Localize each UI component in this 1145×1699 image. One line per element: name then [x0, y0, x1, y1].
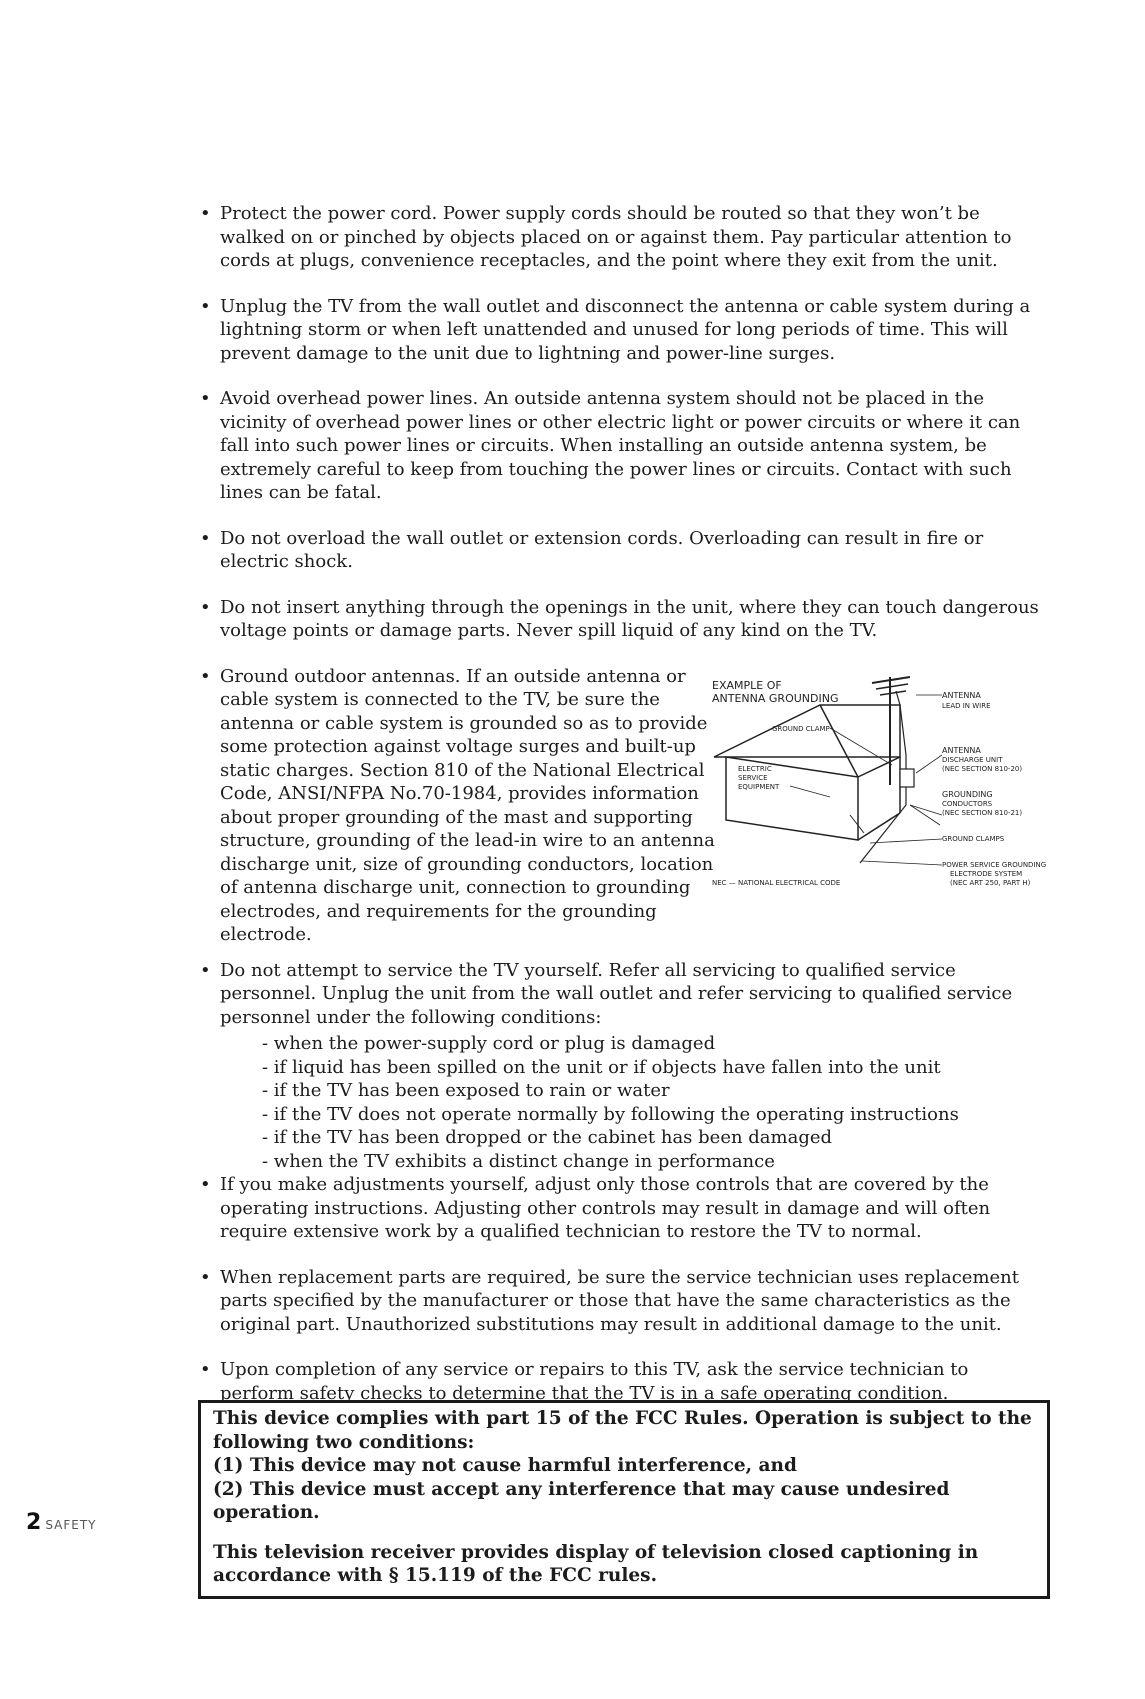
diagram-title-2: ANTENNA GROUNDING — [712, 691, 839, 705]
fcc-notice-box — [198, 1400, 1050, 1599]
page-footer — [26, 1510, 97, 1535]
fcc-condition-2: (2) This device must accept any interference that may cause undesired operation. — [213, 1478, 950, 1523]
label-discharge-nec: (NEC SECTION 810-20) — [942, 764, 1023, 773]
label-ground-clamps: GROUND CLAMPS — [942, 834, 1005, 843]
label-equipment: EQUIPMENT — [738, 782, 780, 791]
label-electrode-system: ELECTRODE SYSTEM — [950, 869, 1023, 878]
grounding-section — [200, 665, 1047, 945]
bullet-unplug: • Unplug the TV from the wall outlet and disconnect the antenna or cable system during a lightning storm or when left unattended and unused for long periods of time. This will prevent damage to the unit due to lightning and power-line surges. — [200, 295, 1045, 366]
condition-item: - if the TV has been exposed to rain or water — [262, 1080, 670, 1101]
fcc-captioning: This television receiver provides display of television closed captioning in accordance with § 15.119 of the FCC rules. — [213, 1541, 979, 1586]
bullet-power-lines: • Avoid overhead power lines. An outside antenna system should not be placed in the vicinity of overhead power lines or other electric light or power circuits or where it can fall into such power lines or circuits. When installing an outside antenna system, be extremely careful to keep from touching the power lines or circuits. Contact with such lines can be fatal. — [200, 387, 1045, 505]
section-label: SAFETY — [45, 1518, 97, 1532]
label-nec-art: (NEC ART 250, PART H) — [950, 878, 1031, 887]
label-antenna: ANTENNA — [942, 690, 981, 700]
bullet-replacement: • When replacement parts are required, be sure the service technician uses replacement parts specified by the manufacturer or those that have the same characteristics as the original part. Unauthorized substitutions may result in additional damage to the unit. — [200, 1266, 1045, 1337]
label-discharge-antenna: ANTENNA — [942, 745, 981, 755]
label-discharge-unit: DISCHARGE UNIT — [942, 755, 1003, 764]
label-lead-in: LEAD IN WIRE — [942, 701, 991, 710]
label-ground-clamp: GROUND CLAMP — [772, 724, 830, 733]
condition-item: - if liquid has been spilled on the unit or if objects have fallen into the unit — [262, 1056, 941, 1078]
label-conductors-nec: (NEC SECTION 810-21) — [942, 808, 1023, 817]
label-conductors: CONDUCTORS — [942, 799, 993, 808]
bullet-ground: • Ground outdoor antennas. If an outside antenna or cable system is connected to the TV, be sure the antenna or cable system is grounded so as to provide some protection against voltage surges and built-up static charges. Section 810 of the National Electrical Code, ANSI/NFPA No.70-1984, provides information about proper grounding of the mast and supporting structure, grounding of the lead-in wire to an antenna discharge unit, size of grounding conductors, location of antenna discharge unit, connection to grounding electrodes, and requirements for the grounding electrode. — [200, 665, 725, 947]
condition-item: - when the power-supply cord or plug is damaged — [262, 1033, 716, 1054]
condition-item: - if the TV has been dropped or the cabinet has been damaged — [262, 1127, 833, 1148]
bullet-openings: • Do not insert anything through the openings in the unit, where they can touch dangerous voltage points or damage parts. Never spill liquid of any kind on the TV. — [200, 596, 1045, 643]
label-grounding: GROUNDING — [942, 789, 993, 799]
bullet-adjust: • If you make adjustments yourself, adjust only those controls that are covered by the operating instructions. Adjusting other controls may result in damage and will often require extensive work by a qualified technician to restore the TV to normal. — [200, 1173, 1045, 1244]
label-nec-definition: NEC — NATIONAL ELECTRICAL CODE — [712, 878, 841, 887]
safety-content — [200, 202, 1045, 1427]
antenna-grounding-diagram — [710, 665, 1050, 915]
bullet-service: • Do not attempt to service the TV yourself. Refer all servicing to qualified service personnel. Unplug the unit from the wall outlet and refer servicing to qualified service personnel under the following conditions: — [200, 959, 1045, 1030]
page-number: 2 — [26, 1510, 42, 1535]
fcc-condition-1: (1) This device may not cause harmful interference, and — [213, 1455, 797, 1476]
label-electric: ELECTRIC — [738, 764, 772, 773]
bullet-power-cord: • Protect the power cord. Power supply cords should be routed so that they won’t be walked on or pinched by objects placed on or against them. Pay particular attention to cords at plugs, convenience receptacles, and the point where they exit from the unit. — [200, 202, 1045, 273]
service-conditions — [200, 1032, 1045, 1173]
bullet-completion: • Upon completion of any service or repairs to this TV, ask the service technician to perform safety checks to determine that the TV is in a safe operating condition. — [200, 1358, 1045, 1405]
diagram-title-1: EXAMPLE OF — [712, 678, 782, 692]
fcc-compliance: This device complies with part 15 of the FCC Rules. Operation is subject to the following two conditions: — [213, 1408, 1032, 1453]
condition-item: - when the TV exhibits a distinct change in performance — [262, 1150, 775, 1172]
bullet-overload: • Do not overload the wall outlet or extension cords. Overloading can result in fire or electric shock. — [200, 527, 1045, 574]
label-power-service: POWER SERVICE GROUNDING — [942, 860, 1047, 869]
label-service: SERVICE — [738, 773, 768, 782]
condition-item: - if the TV does not operate normally by following the operating instructions — [262, 1103, 959, 1125]
